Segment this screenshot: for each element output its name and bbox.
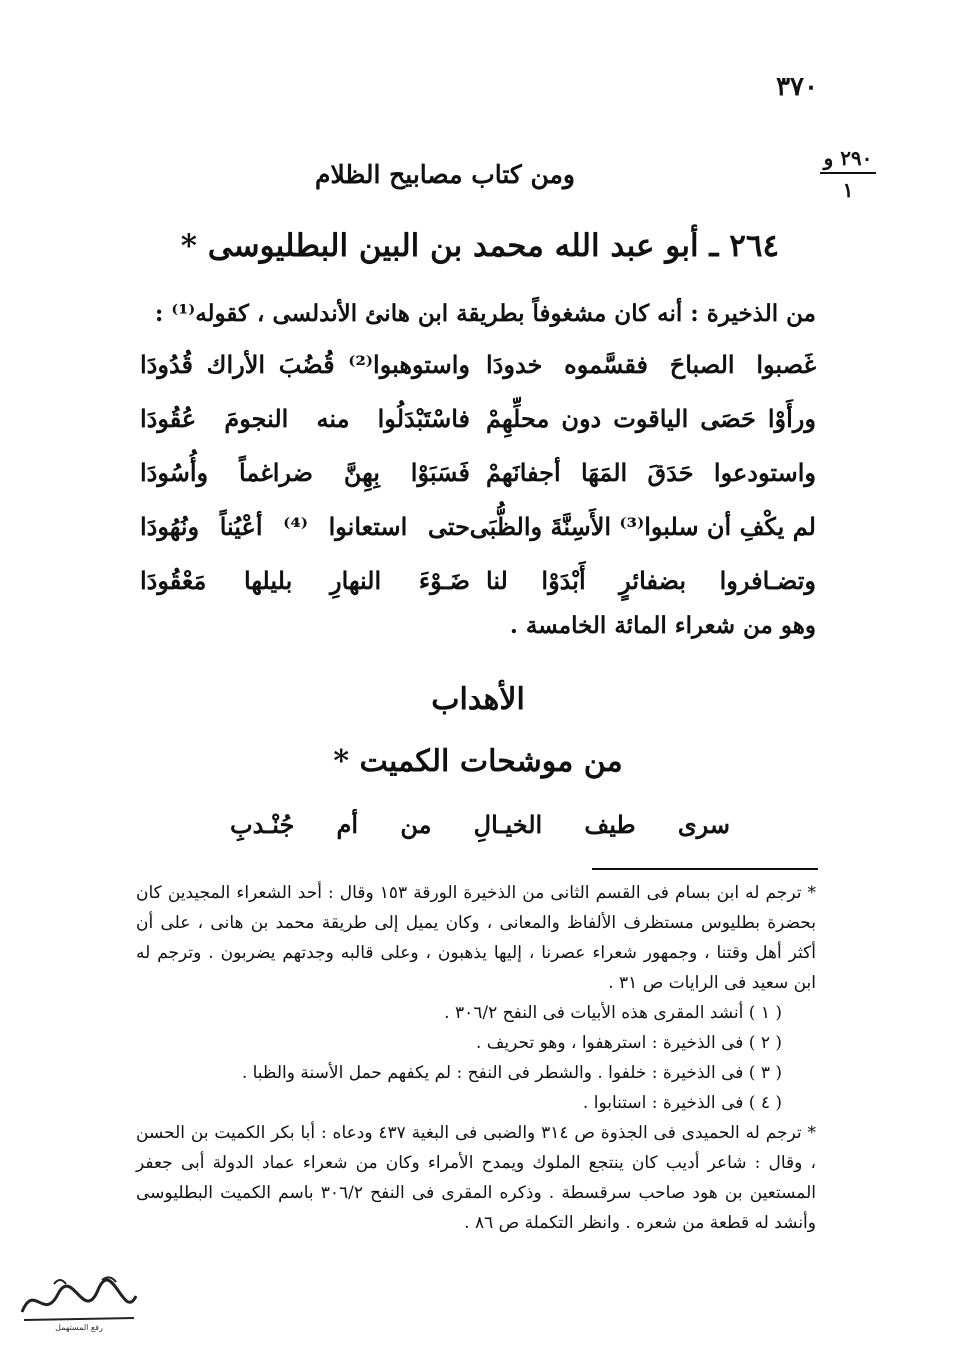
section-title: الأهداب [431,682,525,717]
footnote-1: ( ١ ) أنشد المقرى هذه الأبيات فى النفح ٣٠٦/٢ . [444,1003,782,1023]
poem [140,344,816,614]
library-stamp-icon [14,1272,144,1334]
source-heading: ومن كتاب مصابيح الظلام [315,160,575,189]
verse-second-hemistich: حتى استعانوا ⁽⁴⁾ أعْيُناً ونُهُودَا [140,512,470,541]
intro-paragraph: من الذخيرة : أنه كان مشغوفاً بطريقة ابن هانئ الأندلسى ، كقوله⁽¹⁾ : [154,300,816,327]
closing-line: وهو من شعراء المائة الخامسة . [509,612,816,639]
footnote-2: ( ٢ ) فى الذخيرة : استرهفوا ، وهو تحريف . [475,1033,782,1053]
section-subtitle: من موشحات الكميت * [333,744,623,779]
poem-verse [140,398,816,452]
poem-verse [140,344,816,398]
verse-first-hemistich: وتضـافروا بضفائرٍ أَبْدَوْا لنا [486,566,816,595]
margin-reference-folio: ٢٩٠ و [820,146,876,174]
verse-second-hemistich: ضَـوْءَ النهارِ بليلها مَعْقُودَا [140,566,470,595]
page-number: ٣٧٠ [776,72,818,102]
footnotes [136,878,816,1238]
margin-reference-line: ١ [842,178,854,202]
verse-first-hemistich: غَصبوا الصباحَ فقسَّموه خدودَا [486,350,816,379]
footnote-star-section: * ترجم له الحميدى فى الجذوة ص ٣١٤ والضبى فى البغية ٤٣٧ ودعاه : أبا بكر الكميت بن الحسن ، وقال : شاعر أديب كان ينتجع الملوك ويمدح الأمراء وكان من شعراء عماد الدولة أبى جعفر المستعين بن هود صاحب سرقسطة . وذكره المقرى فى النفح ٣٠٦/٢ باسم الكميت البطليوسى وأنشد له قطعة من شعره . وانظر التكملة ص ٨٦ . [136,1123,816,1233]
stamp-text: رفع المستهمل [55,1323,103,1332]
verse-first-hemistich: ورأَوْا حَصَى الياقوت دون محلِّهِمْ [486,404,816,433]
muwashshah-opening-verse: سرى طيف الخيـالِ من أم جُنْـدبِ [230,810,730,839]
margin-reference [820,146,876,202]
poem-verse [140,506,816,560]
footnote-divider [592,868,818,870]
verse-second-hemistich: فاسْتَبْدَلُوا منه النجومَ عُقُودَا [140,404,470,433]
verse-second-hemistich: فَسَبَوْا بِهِنَّ ضراغماً وأُسُودَا [140,458,470,487]
entry-title: ٢٦٤ ـ أبو عبد الله محمد بن البين البطليوسى * [180,228,780,264]
poem-verse [140,452,816,506]
verse-first-hemistich: واستودعوا حَدَقَ المَهَا أجفانَهمْ [486,458,816,487]
poem-verse [140,560,816,614]
verse-first-hemistich: لم يكْفِ أن سلبوا⁽³⁾ الأَسِنَّةَ والظُّبَى [469,512,816,541]
verse-second-hemistich: واستوهبوا⁽²⁾ قُضُبَ الأراك قُدُودَا [140,350,470,379]
footnote-star-entry: * ترجم له ابن بسام فى القسم الثانى من الذخيرة الورقة ١٥٣ وقال : أحد الشعراء المجيدين كان بحضرة بطليوس مستظرف الألفاظ والمعانى ، وكان يميل إلى طريقة محمد بن هانى ، على أن أكثر أهل وقتنا ، وجمهور شعراء عصرنا ، إليها يذهبون ، وعلى قالبه وجدتهم يضربون . وترجم له ابن سعيد فى الرايات ص ٣١ . [136,883,816,993]
footnote-3: ( ٣ ) فى الذخيرة : خلفوا . والشطر فى النفح : لم يكفهم حمل الأسنة والظبا . [241,1063,782,1083]
footnote-4: ( ٤ ) فى الذخيرة : استنابوا . [582,1093,782,1113]
